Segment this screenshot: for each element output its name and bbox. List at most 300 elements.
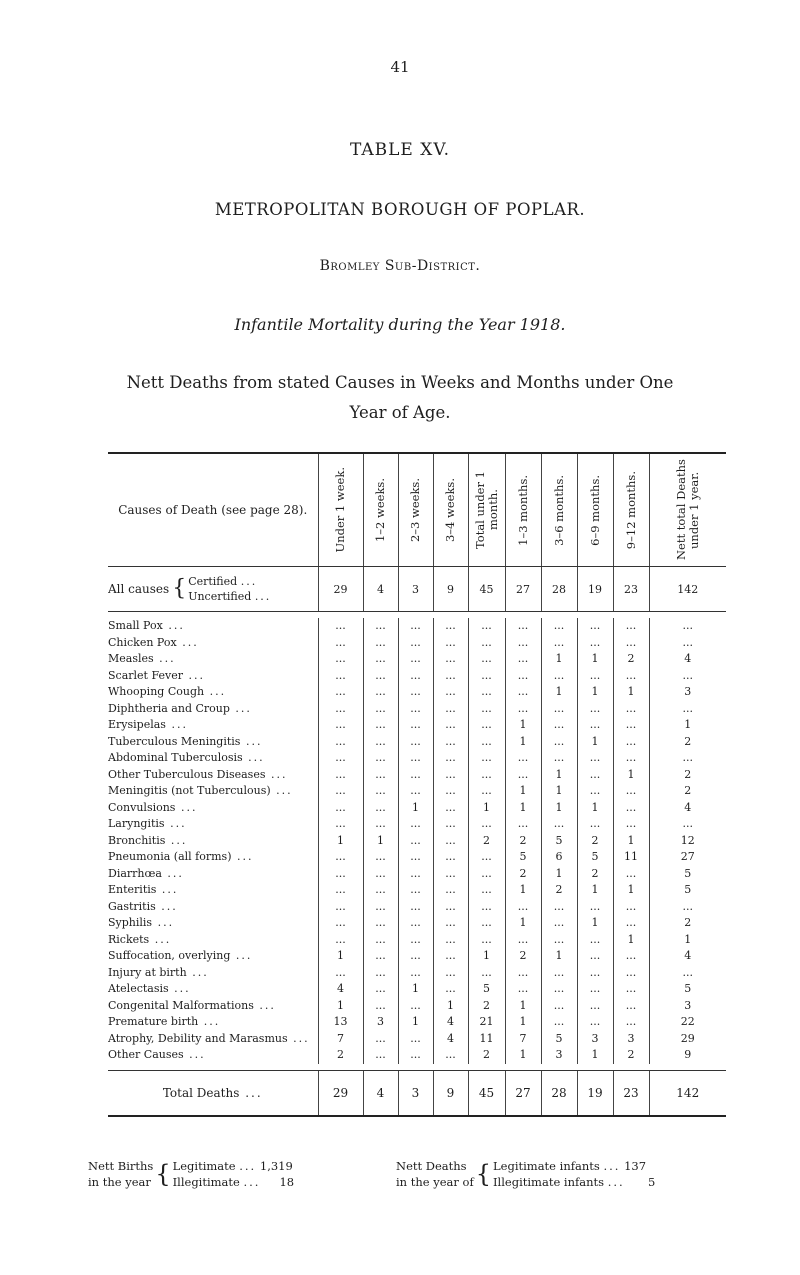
table-row-measles: [108, 651, 726, 668]
column-header-4: [468, 453, 505, 567]
cell-value: ...: [577, 717, 613, 734]
cell-value: 1: [649, 932, 726, 949]
cell-value: ...: [363, 849, 398, 866]
cause-label: Premature birth ...: [108, 1015, 221, 1028]
cell-value: 1: [398, 1014, 433, 1031]
brace-symbol: {: [475, 1160, 492, 1188]
cause-label: Enteritis ...: [108, 883, 179, 896]
cell-value: ...: [398, 998, 433, 1015]
cell-value: ...: [505, 750, 541, 767]
cell-value: ...: [613, 668, 649, 685]
cell-value: ...: [505, 701, 541, 718]
cause-label: Small Pox ...: [108, 619, 185, 632]
cell-value: 2: [468, 998, 505, 1015]
brace-symbol: {: [172, 576, 187, 601]
cell-value: 1: [468, 800, 505, 817]
cell-value: ...: [318, 849, 363, 866]
total-value: 19: [577, 1070, 613, 1116]
cell-value: ...: [577, 668, 613, 685]
cell-value: 7: [318, 1031, 363, 1048]
cell-value: 4: [433, 1031, 468, 1048]
table-row-laryngitis: [108, 816, 726, 833]
cell-value: ...: [541, 965, 577, 982]
cell-value: 1: [505, 800, 541, 817]
cell-value: 1: [505, 1047, 541, 1064]
cause-label: Pneumonia (all forms) ...: [108, 850, 254, 863]
cell-value: 3: [649, 998, 726, 1015]
column-header-2: [398, 453, 433, 567]
illegitimate-births-value: 18: [279, 1175, 295, 1189]
cell-value: ...: [505, 618, 541, 635]
cell-value: ...: [398, 849, 433, 866]
cell-value: 1: [398, 800, 433, 817]
cell-value: 1: [577, 734, 613, 751]
cell-value: ...: [613, 998, 649, 1015]
cell-value: ...: [613, 717, 649, 734]
cell-value: 2: [505, 866, 541, 883]
cell-value: ...: [468, 668, 505, 685]
cell-value: ...: [505, 635, 541, 652]
table-row-small-pox: [108, 618, 726, 635]
births-label-1: Nett Births: [88, 1159, 154, 1173]
cell-value: 2: [468, 1047, 505, 1064]
cell-value: ...: [318, 717, 363, 734]
cell-value: ...: [318, 734, 363, 751]
cause-label: Syphilis ...: [108, 916, 175, 929]
cell-value: ...: [318, 651, 363, 668]
cell-value: ...: [433, 750, 468, 767]
cell-value: ...: [433, 965, 468, 982]
cell-value: ...: [541, 618, 577, 635]
cause-column-header: Causes of Death (see page 28).: [108, 453, 318, 567]
cell-value: ...: [318, 618, 363, 635]
header-row: [108, 453, 726, 567]
cell-value: ...: [613, 816, 649, 833]
cause-label: Atelectasis ...: [108, 982, 191, 995]
table-row-tuberculous-meningitis: [108, 734, 726, 751]
cell-value: ...: [318, 783, 363, 800]
cell-value: 13: [318, 1014, 363, 1031]
cell-value: ...: [468, 651, 505, 668]
cell-value: ...: [433, 816, 468, 833]
cell-value: 1: [505, 915, 541, 932]
cell-value: ...: [649, 701, 726, 718]
cell-value: ...: [433, 668, 468, 685]
cell-value: ...: [613, 1014, 649, 1031]
cell-value: ...: [468, 618, 505, 635]
cell-value: ...: [433, 767, 468, 784]
cell-value: ...: [649, 750, 726, 767]
cell-value: 1: [505, 998, 541, 1015]
cell-value: ...: [363, 965, 398, 982]
cell-value: ...: [398, 899, 433, 916]
cell-value: ...: [398, 1047, 433, 1064]
cell-value: ...: [433, 948, 468, 965]
cell-value: ...: [468, 701, 505, 718]
births-label-2: in the year: [88, 1175, 151, 1189]
cell-value: ...: [318, 882, 363, 899]
cell-value: 9: [649, 1047, 726, 1064]
cell-value: ...: [541, 932, 577, 949]
cause-label: Congenital Malformations ...: [108, 998, 276, 1012]
deaths-summary: Nett Deaths in the year of { Legitimate infants ... 137 Illegitimate infants ... 5: [396, 1159, 656, 1189]
table-row-gastritis: [108, 899, 726, 916]
cell-value: 1: [613, 767, 649, 784]
all-causes-value: 29: [318, 567, 363, 612]
cell-value: ...: [363, 701, 398, 718]
cell-value: ...: [577, 816, 613, 833]
cell-value: ...: [468, 684, 505, 701]
cell-value: ...: [505, 816, 541, 833]
cell-value: ...: [398, 1031, 433, 1048]
total-value: 23: [613, 1070, 649, 1116]
cell-value: ...: [398, 767, 433, 784]
table-row-erysipelas: [108, 717, 726, 734]
cell-value: ...: [541, 734, 577, 751]
cell-value: ...: [433, 1047, 468, 1064]
all-causes-value: 23: [613, 567, 649, 612]
cause-label: Laryngitis ...: [108, 817, 187, 830]
cell-value: ...: [577, 750, 613, 767]
cell-value: 1: [541, 948, 577, 965]
deaths-label-1: Nett Deaths: [396, 1159, 467, 1173]
cell-value: 4: [433, 1014, 468, 1031]
cell-value: ...: [505, 668, 541, 685]
cell-value: ...: [613, 948, 649, 965]
cell-value: ...: [398, 684, 433, 701]
cell-value: 2: [649, 915, 726, 932]
cell-value: 1: [577, 684, 613, 701]
cell-value: ...: [318, 800, 363, 817]
total-value: 45: [468, 1070, 505, 1116]
cell-value: ...: [433, 684, 468, 701]
cell-value: 4: [649, 651, 726, 668]
cell-value: ...: [363, 998, 398, 1015]
column-header-label: 1–2 weeks.: [373, 477, 387, 543]
cell-value: ...: [541, 981, 577, 998]
cell-value: ...: [363, 948, 398, 965]
total-value: 142: [649, 1070, 726, 1116]
cell-value: ...: [433, 800, 468, 817]
cell-value: ...: [363, 618, 398, 635]
cell-value: 1: [398, 981, 433, 998]
table-row-diphtheria-and-croup: [108, 701, 726, 718]
column-header-label: 6–9 months.: [587, 474, 602, 546]
cell-value: ...: [541, 750, 577, 767]
cell-value: 29: [649, 1031, 726, 1048]
cell-value: 2: [468, 833, 505, 850]
column-header-label: Under 1 week.: [333, 467, 347, 553]
cell-value: ...: [398, 734, 433, 751]
cell-value: ...: [577, 965, 613, 982]
cell-value: 5: [649, 882, 726, 899]
table-row-premature-birth: [108, 1014, 726, 1031]
cell-value: ...: [541, 998, 577, 1015]
cell-value: ...: [505, 684, 541, 701]
cell-value: ...: [505, 965, 541, 982]
district-heading: Bromley Sub-District.: [319, 258, 481, 274]
cell-value: 5: [649, 866, 726, 883]
cell-value: ...: [318, 635, 363, 652]
cell-value: 3: [541, 1047, 577, 1064]
all-causes-value: 28: [541, 567, 577, 612]
cause-label: Bronchitis ...: [108, 833, 188, 847]
cell-value: ...: [433, 717, 468, 734]
cell-value: 1: [577, 651, 613, 668]
column-header-label: 2–3 weeks.: [408, 477, 422, 543]
legit-infants-value: 137: [624, 1159, 647, 1173]
cell-value: ...: [318, 767, 363, 784]
total-value: 29: [318, 1070, 363, 1116]
cell-value: ...: [363, 717, 398, 734]
cell-value: ...: [433, 651, 468, 668]
table-row-rickets: [108, 932, 726, 949]
births-summary: Nett Births in the year { Legitimate ... 1,319 Illegitimate ... 18: [88, 1159, 295, 1189]
page-number: 41: [390, 58, 410, 76]
cell-value: 4: [318, 981, 363, 998]
cell-value: 1: [505, 734, 541, 751]
cell-value: ...: [363, 750, 398, 767]
cell-value: ...: [468, 849, 505, 866]
cell-value: ...: [468, 915, 505, 932]
cell-value: 21: [468, 1014, 505, 1031]
cell-value: ...: [398, 833, 433, 850]
cause-label: Rickets ...: [108, 932, 172, 946]
cell-value: ...: [577, 783, 613, 800]
cell-value: 3: [577, 1031, 613, 1048]
brace-symbol: {: [155, 1160, 171, 1188]
cell-value: ...: [468, 932, 505, 949]
cell-value: ...: [433, 899, 468, 916]
table-title: TABLE XV.: [349, 140, 451, 160]
cell-value: 4: [649, 800, 726, 817]
deaths-label-2: in the year of: [396, 1175, 474, 1189]
cell-value: 11: [613, 849, 649, 866]
cell-value: ...: [541, 668, 577, 685]
cell-value: ...: [318, 899, 363, 916]
table-row-enteritis: [108, 882, 726, 899]
all-causes-value: 3: [398, 567, 433, 612]
cell-value: ...: [577, 1014, 613, 1031]
cause-label: Diarrhœa ...: [108, 866, 184, 880]
cell-value: ...: [468, 899, 505, 916]
cell-value: ...: [505, 899, 541, 916]
cell-value: 4: [649, 948, 726, 965]
cell-value: 2: [613, 651, 649, 668]
cell-value: ...: [398, 932, 433, 949]
all-causes-value: 4: [363, 567, 398, 612]
cause-label: Erysipelas ...: [108, 718, 188, 731]
cause-label: Convulsions ...: [108, 800, 198, 814]
cause-label: Other Tuberculous Diseases ...: [108, 767, 288, 781]
cell-value: ...: [577, 618, 613, 635]
cell-value: ...: [398, 635, 433, 652]
cell-value: 5: [468, 981, 505, 998]
cell-value: 1: [649, 717, 726, 734]
table-row-pneumonia-all-forms: [108, 849, 726, 866]
cell-value: ...: [398, 948, 433, 965]
cell-value: ...: [363, 1047, 398, 1064]
certified-label: Certified: [188, 575, 238, 588]
table-row-other-tuberculous-diseases: [108, 767, 726, 784]
cell-value: 1: [541, 767, 577, 784]
total-value: 28: [541, 1070, 577, 1116]
cell-value: 1: [541, 783, 577, 800]
cell-value: ...: [363, 767, 398, 784]
cell-value: ...: [468, 783, 505, 800]
cell-value: ...: [577, 948, 613, 965]
cause-label: Tuberculous Meningitis ...: [108, 734, 263, 748]
cell-value: ...: [613, 915, 649, 932]
table-row-syphilis: [108, 915, 726, 932]
cause-label: Meningitis (not Tuberculous) ...: [108, 784, 293, 797]
cell-value: 1: [577, 915, 613, 932]
cell-value: ...: [649, 899, 726, 916]
total-value: 4: [363, 1070, 398, 1116]
legitimate-births-value: 1,319: [259, 1159, 293, 1173]
cell-value: ...: [398, 651, 433, 668]
cell-value: ...: [398, 701, 433, 718]
column-header-6: [541, 453, 577, 567]
illegit-infants-label: Illegitimate infants: [493, 1175, 605, 1189]
cell-value: ...: [505, 651, 541, 668]
cell-value: ...: [505, 767, 541, 784]
cell-value: ...: [613, 618, 649, 635]
cell-value: ...: [398, 915, 433, 932]
cell-value: 5: [577, 849, 613, 866]
column-header-0: [318, 453, 363, 567]
all-causes-value: 142: [649, 567, 726, 612]
cell-value: ...: [468, 750, 505, 767]
column-header-5: [505, 453, 541, 567]
cell-value: ...: [613, 750, 649, 767]
table-row-suffocation-overlying: [108, 948, 726, 965]
cell-value: 1: [541, 800, 577, 817]
cell-value: ...: [541, 717, 577, 734]
cell-value: ...: [363, 651, 398, 668]
mortality-title: Infantile Mortality during the Year 1918.: [234, 315, 566, 334]
table-row-atrophy-debility-and-marasmus: [108, 1031, 726, 1048]
cell-value: ...: [613, 899, 649, 916]
cell-value: 5: [541, 1031, 577, 1048]
column-header-3: [433, 453, 468, 567]
cell-value: ...: [318, 816, 363, 833]
column-header-label: 3–6 months.: [551, 474, 566, 546]
cell-value: ...: [433, 932, 468, 949]
cell-value: ...: [318, 684, 363, 701]
cell-value: ...: [398, 717, 433, 734]
cell-value: 2: [505, 833, 541, 850]
cell-value: 1: [577, 800, 613, 817]
cell-value: 3: [613, 1031, 649, 1048]
cell-value: 1: [468, 948, 505, 965]
table-subtitle: [0, 368, 800, 428]
cell-value: ...: [318, 965, 363, 982]
column-header-8: [613, 453, 649, 567]
cell-value: ...: [433, 833, 468, 850]
all-causes-row: [108, 567, 726, 612]
cell-value: ...: [398, 783, 433, 800]
cell-value: ...: [468, 965, 505, 982]
cell-value: ...: [398, 816, 433, 833]
uncertified-label: Uncertified: [188, 590, 252, 603]
cell-value: 7: [505, 1031, 541, 1048]
cell-value: ...: [577, 932, 613, 949]
cell-value: ...: [541, 915, 577, 932]
total-value: 3: [398, 1070, 433, 1116]
cell-value: ...: [363, 668, 398, 685]
cell-value: ...: [318, 915, 363, 932]
cell-value: ...: [363, 899, 398, 916]
cell-value: ...: [433, 915, 468, 932]
cell-value: 1: [505, 717, 541, 734]
column-header-label: Total under 1 month.: [472, 471, 500, 549]
cell-value: ...: [433, 783, 468, 800]
cause-label: Abdominal Tuberculosis ...: [108, 751, 265, 764]
cell-value: 1: [363, 833, 398, 850]
cell-value: 2: [505, 948, 541, 965]
subtitle-line-1: Nett Deaths from stated Causes in Weeks and Months under One: [126, 373, 674, 392]
cell-value: ...: [318, 668, 363, 685]
cell-value: 1: [541, 651, 577, 668]
cell-value: 1: [541, 684, 577, 701]
cause-label: Chicken Pox ...: [108, 635, 199, 649]
cell-value: ...: [363, 882, 398, 899]
cell-value: 2: [613, 1047, 649, 1064]
cell-value: ...: [577, 701, 613, 718]
cell-value: ...: [398, 750, 433, 767]
cause-label: Other Causes ...: [108, 1048, 206, 1061]
cell-value: 5: [649, 981, 726, 998]
cell-value: ...: [433, 618, 468, 635]
cell-value: ...: [468, 767, 505, 784]
cell-value: ...: [398, 965, 433, 982]
cell-value: ...: [363, 635, 398, 652]
cell-value: ...: [468, 816, 505, 833]
cell-value: ...: [318, 701, 363, 718]
cell-value: ...: [363, 734, 398, 751]
cause-label: Scarlet Fever ...: [108, 668, 205, 682]
table-row-congenital-malformations: [108, 998, 726, 1015]
cell-value: ...: [363, 1031, 398, 1048]
column-header-7: [577, 453, 613, 567]
cell-value: 1: [318, 833, 363, 850]
column-header-label: 1–3 months.: [515, 474, 530, 546]
cell-value: ...: [433, 635, 468, 652]
cause-label: Injury at birth ...: [108, 965, 209, 979]
total-deaths-label: Total Deaths ...: [108, 1070, 318, 1116]
cell-value: ...: [577, 981, 613, 998]
cell-value: ...: [541, 1014, 577, 1031]
cause-label: Diphtheria and Croup ...: [108, 701, 252, 715]
column-header-1: [363, 453, 398, 567]
cell-value: ...: [613, 783, 649, 800]
column-header-label: Nett total Deaths under 1 year.: [673, 459, 701, 561]
cell-value: 1: [318, 998, 363, 1015]
subtitle-line-2: Year of Age.: [349, 403, 451, 422]
cell-value: ...: [363, 915, 398, 932]
table-row-whooping-cough: [108, 684, 726, 701]
cell-value: 1: [505, 783, 541, 800]
cell-value: 2: [541, 882, 577, 899]
cell-value: 3: [363, 1014, 398, 1031]
cell-value: ...: [649, 965, 726, 982]
cell-value: 1: [433, 998, 468, 1015]
cell-value: ...: [468, 734, 505, 751]
cell-value: ...: [433, 882, 468, 899]
cell-value: ...: [398, 882, 433, 899]
cell-value: ...: [363, 783, 398, 800]
